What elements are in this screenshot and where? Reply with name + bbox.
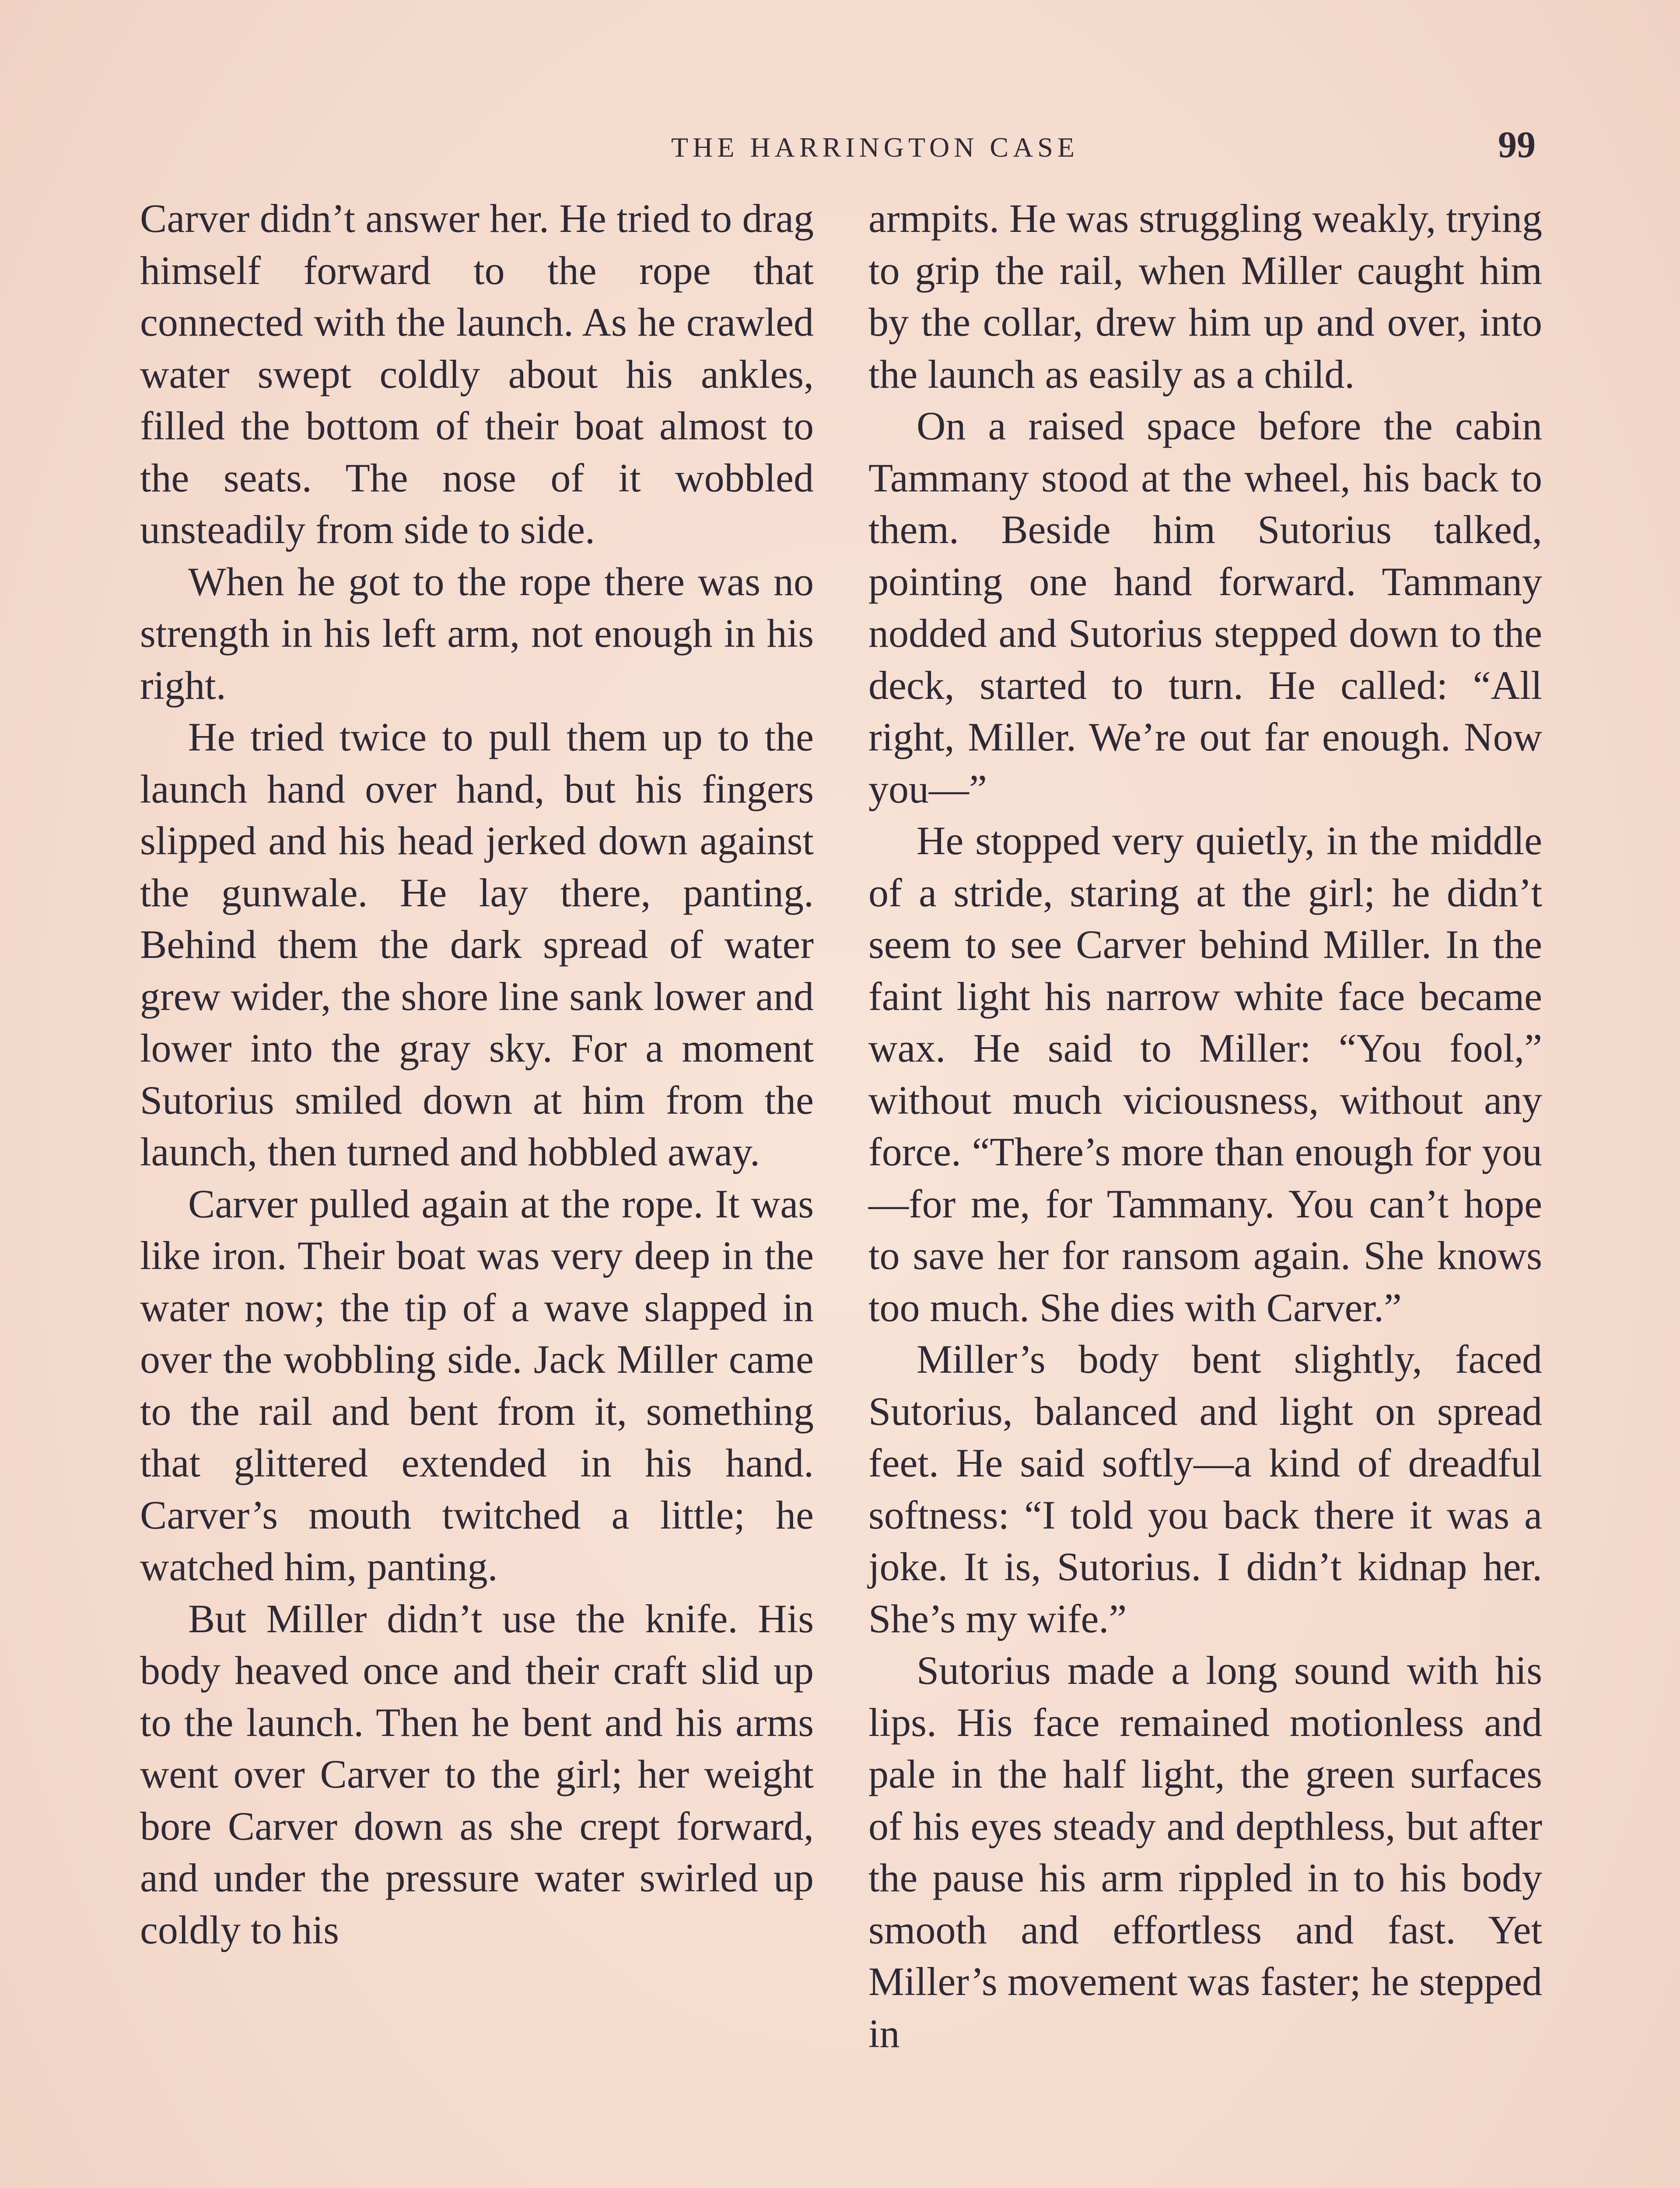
paragraph: armpits. He was struggling weakly, trying to grip the rail, when Miller caught him by the collar, drew him up and over, into the launch as easily as a child. bbox=[868, 196, 1542, 396]
right-text-column bbox=[868, 193, 1542, 2059]
paragraph: Carver didn’t answer her. He tried to drag himself forward to the rope that connected with the launch. As he crawled water swept coldly about his ankles, filled the bottom of their boat almost to the seats. The nose of it wobbled unsteadily from side to side. bbox=[140, 196, 814, 552]
paragraph: Carver pulled again at the rope. It was like iron. Their boat was very deep in the water now; the tip of a wave slapped in over the wobbling side. Jack Miller came to the rail and bent from it, something that glittered extended in his hand. Carver’s mouth twitched a little; he watched him, panting. bbox=[140, 1181, 814, 1589]
page-number: 99 bbox=[1498, 123, 1536, 165]
paragraph: On a raised space before the cabin Tammany stood at the wheel, his back to them. Beside him Sutorius talked, pointing one hand forward. Tammany nodded and Sutorius stepped down to the deck, started to turn. He called: “All right, Miller. We’re out far enough. Now you—” bbox=[868, 403, 1542, 811]
paragraph: But Miller didn’t use the knife. His body heaved once and their craft slid up to the launch. Then he bent and his arms went over Carver to the girl; her weight bore Carver down as she crept forward, and under the pressure water swirled up coldly to his bbox=[140, 1596, 814, 1952]
paragraph: When he got to the rope there was no strength in his left arm, not enough in his right. bbox=[140, 559, 814, 708]
running-title: THE HARRINGTON CASE bbox=[671, 132, 1079, 163]
paragraph: Sutorius made a long sound with his lips. His face remained motionless and pale in the half light, the green surfaces of his eyes steady and depthless, but after the pause his arm rippled in to his body smooth and effortless and fast. Yet Miller’s movement was faster; he stepped in bbox=[868, 1648, 1542, 2056]
paragraph: He tried twice to pull them up to the launch hand over hand, but his fingers slipped and his head jerked down against the gunwale. He lay there, panting. Behind them the dark spread of water grew wider, the shore line sank lower and lower into the gray sky. For a moment Sutorius smiled down at him from the launch, then turned and hobbled away. bbox=[140, 715, 814, 1174]
paragraph: Miller’s body bent slightly, faced Sutorius, balanced and light on spread feet. He said softly—a kind of dreadful softness: “I told you back there it was a joke. It is, Sutorius. I didn’t kidnap her. She’s my wife.” bbox=[868, 1337, 1542, 1641]
left-text-column bbox=[140, 193, 814, 1956]
paragraph: He stopped very quietly, in the middle of a stride, staring at the girl; he didn’t seem to see Carver behind Miller. In the faint light his narrow white face became wax. He said to Miller: “You fool,” without much viciousness, without any force. “There’s more than enough for you—for me, for Tammany. You can’t hope to save her for ransom again. She knows too much. She dies with Carver.” bbox=[868, 818, 1542, 1330]
